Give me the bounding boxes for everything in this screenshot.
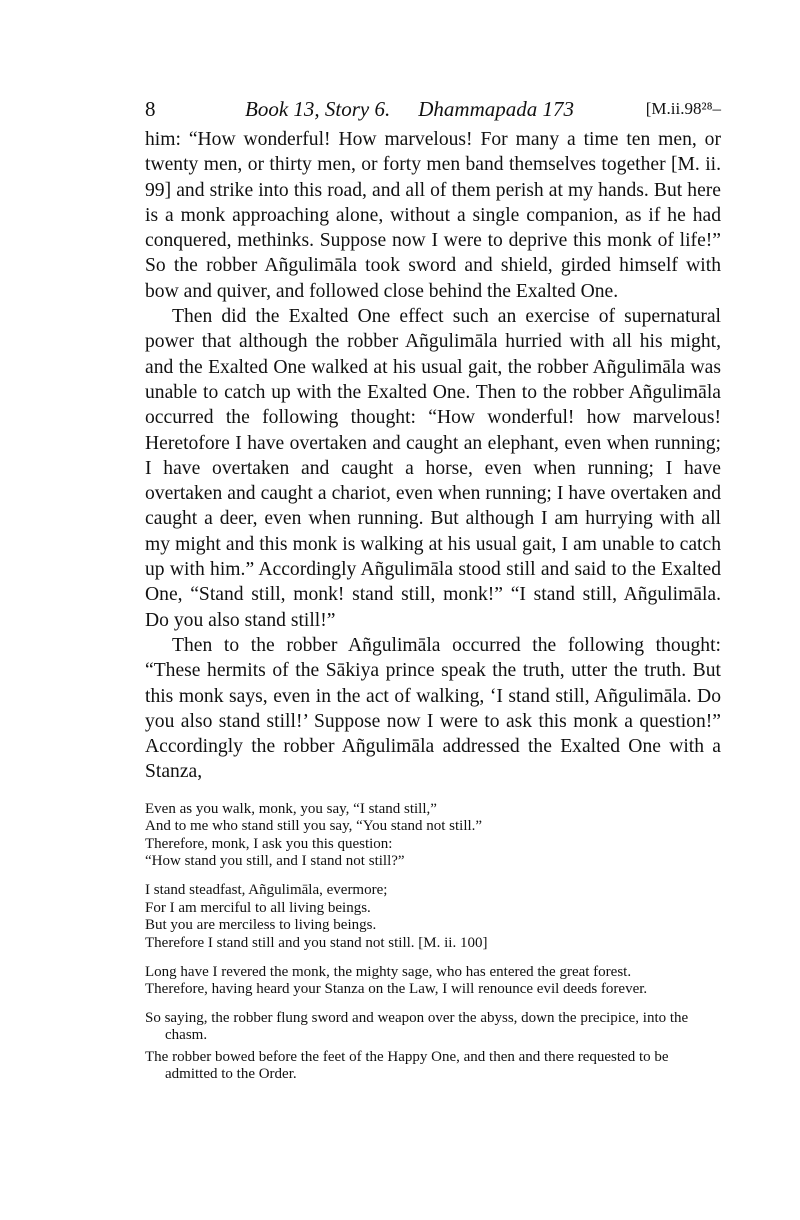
page bbox=[145, 96, 721, 1087]
stanza-question bbox=[145, 801, 721, 871]
verse-line: Even as you walk, monk, you say, “I stand still,” bbox=[145, 800, 437, 817]
verse-line: “How stand you still, and I stand not still?” bbox=[145, 852, 405, 869]
stanza-answer bbox=[145, 882, 721, 952]
source-reference: [M.ii.98²⁸– bbox=[645, 99, 721, 118]
verse-line: Long have I revered the monk, the mighty sage, who has entered the great forest. bbox=[145, 963, 632, 980]
verse-line: But you are merciless to living beings. bbox=[145, 917, 377, 934]
verse-line: And to me who stand still you say, “You stand not still.” bbox=[145, 818, 483, 835]
running-title bbox=[245, 96, 574, 122]
verse-line: Therefore, monk, I ask you this question: bbox=[145, 835, 393, 852]
verse-line: I stand steadfast, Añgulimāla, evermore; bbox=[145, 882, 388, 899]
verses bbox=[145, 801, 721, 1084]
book-story-label: Book 13, Story 6. bbox=[245, 97, 391, 121]
page-number: 8 bbox=[145, 97, 156, 121]
paragraph: Then to the robber Añgulimāla occurred the following thought: “These hermits of the Sākiya prince speak the truth, utter the truth. But this monk says, even in the act of walking, ‘I stand still, Añgulimāla. Do you also stand still!’ Suppose now I were to ask this monk a question!” Accordingly the robber Añgulimāla addressed the Exalted One with a Stanza, bbox=[145, 634, 721, 783]
paragraph: Then did the Exalted One effect such an exercise of supernatural power that although the robber Añgulimāla hurried with all his might, and the Exalted One walked at his usual gait, the robber Añgulimāla was unable to catch up with the Exalted One. Then to the robber Añgulimāla occurred the following thought: “How wonderful! how marvelous! Heretofore I have overtaken and caught an elephant, even when running; I have overtaken and caught a horse, even when running; I have overtaken and caught a chariot, even when running; I have overtaken and caught a deer, even when running. But although I am hurrying with all my might and this monk is walking at his usual gait, I am unable to catch up with him.” Accordingly Añgulimāla stood still and said to the Exalted One, “Stand still, monk! stand still, monk!” “I stand still, Añgulimāla. Do you also stand still!” bbox=[145, 306, 721, 631]
closing-verse: So saying, the robber flung sword and weapon over the abyss, down the precipice, into the chasm. bbox=[145, 1009, 689, 1044]
verse-line: For I am merciful to all living beings. bbox=[145, 899, 371, 916]
verse-line: Therefore, having heard your Stanza on the Law, I will renounce evil deeds forever. bbox=[145, 981, 648, 998]
paragraph: him: “How wonderful! How marvelous! For many a time ten men, or twenty men, or thirty men, or forty men band themselves together [M. ii. 99] and strike into this road, and all of them perish at my hands. But here is a monk approaching alone, without a single companion, as if he had conquered, methinks. Suppose now I were to deprive this monk of life!” So the robber Añgulimāla took sword and shield, girded himself with bow and quiver, and followed close behind the Exalted One. bbox=[145, 129, 721, 302]
main-text bbox=[145, 127, 721, 785]
dhammapada-label: Dhammapada 173 bbox=[418, 97, 574, 121]
closing-verse: The robber bowed before the feet of the Happy One, and then and there requested to be admitted to the Order. bbox=[145, 1048, 669, 1082]
stanza-reply bbox=[145, 964, 721, 999]
verse-line: Therefore I stand still and you stand not still. [M. ii. 100] bbox=[145, 934, 488, 951]
running-header bbox=[145, 96, 721, 126]
